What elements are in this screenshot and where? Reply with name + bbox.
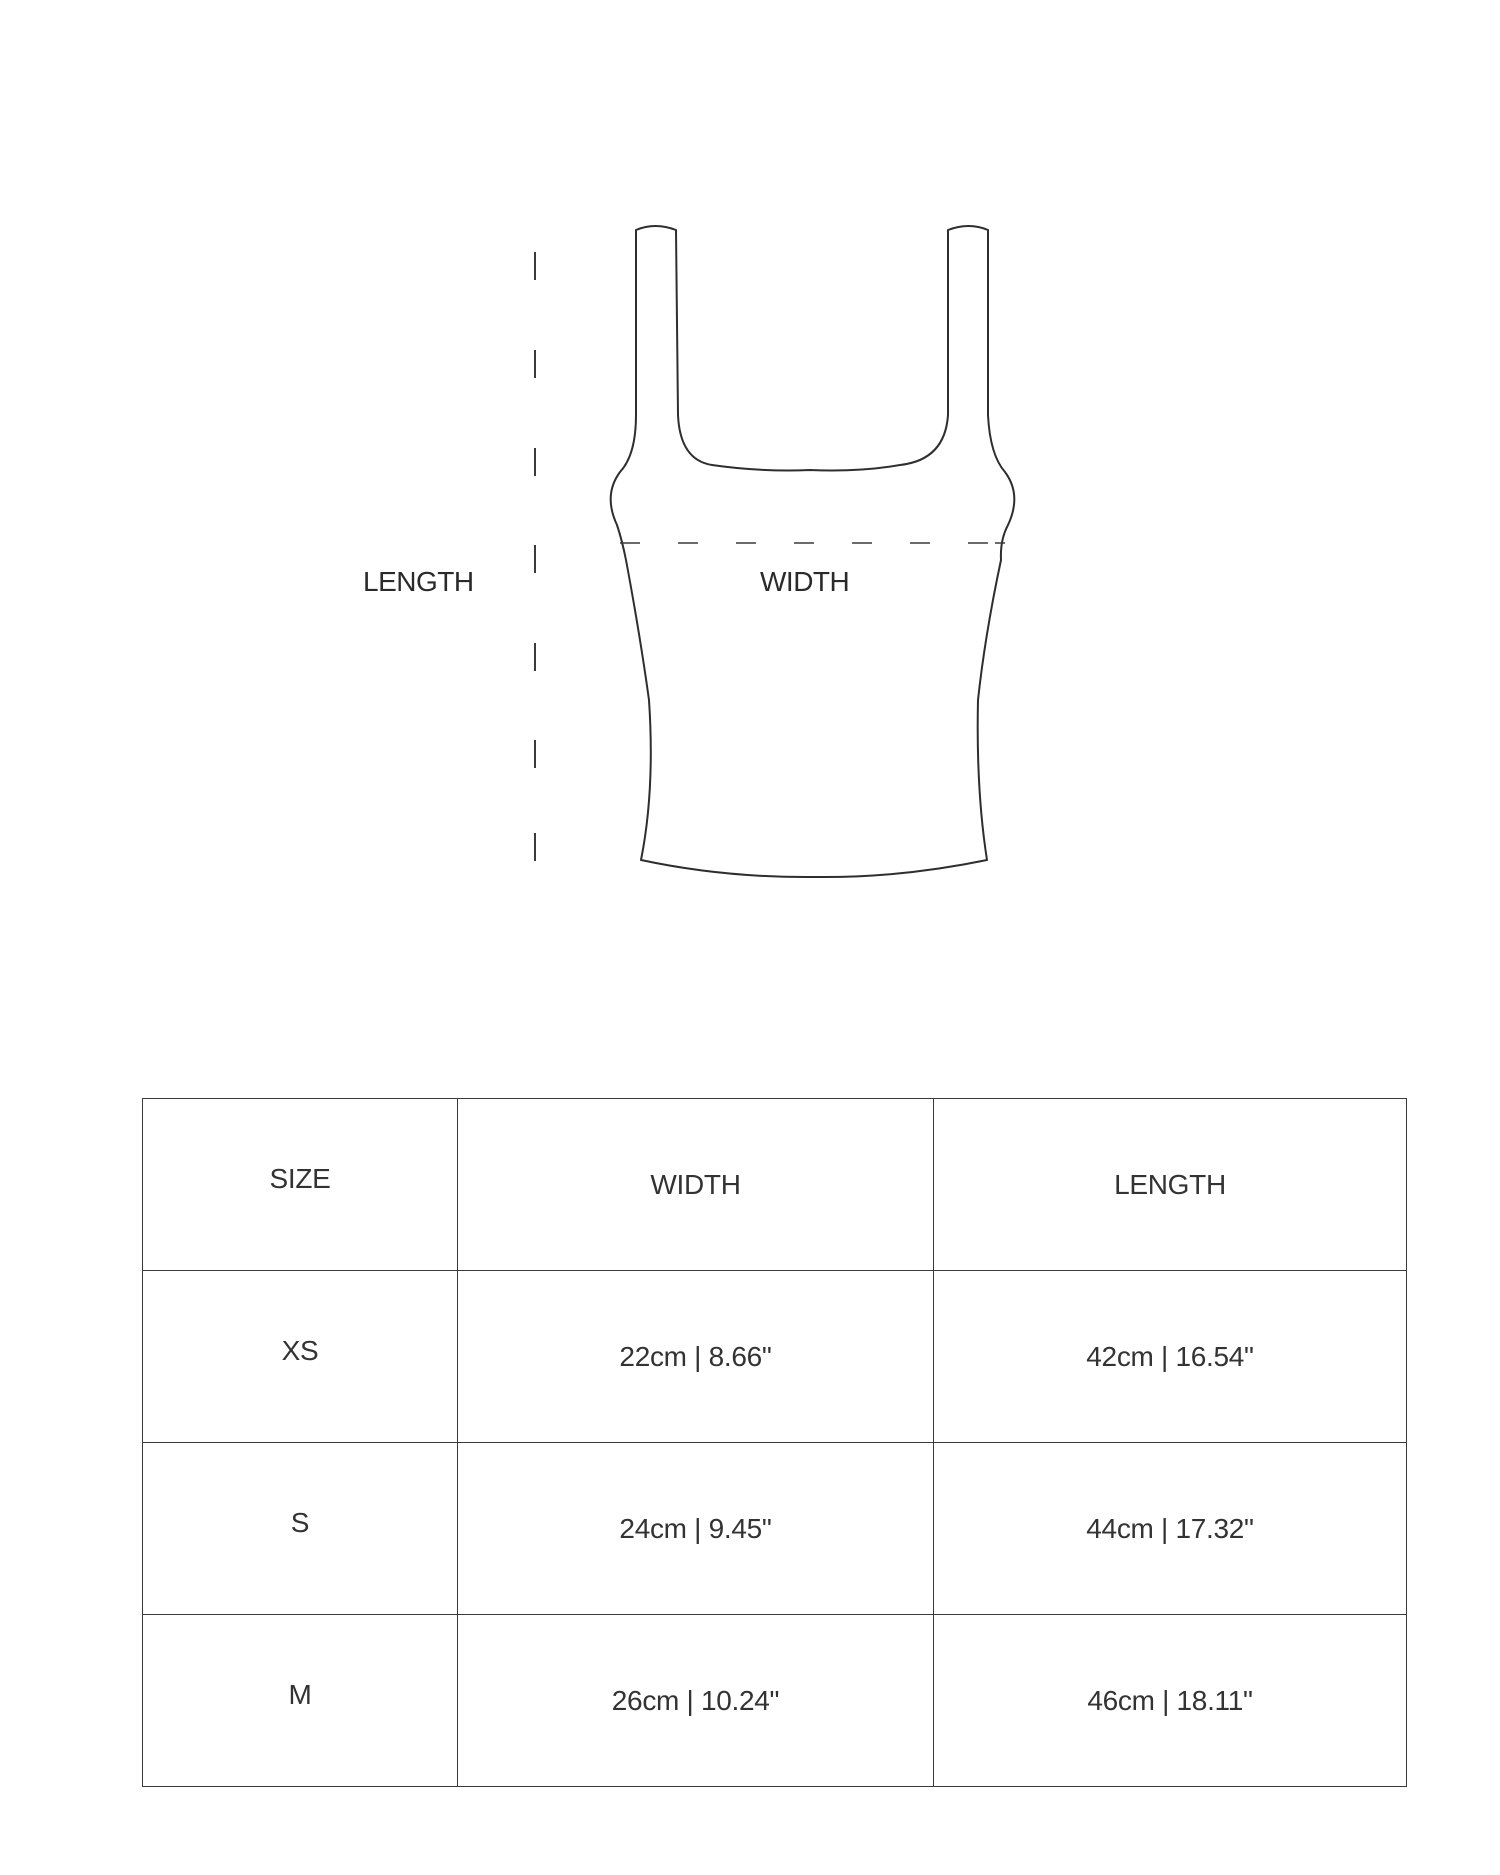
header-length: LENGTH [934, 1099, 1407, 1271]
size-cell: XS [143, 1271, 458, 1443]
size-cell: S [143, 1443, 458, 1615]
length-cell: 42cm | 16.54" [934, 1271, 1407, 1443]
length-label: LENGTH [363, 566, 474, 597]
header-width: WIDTH [458, 1099, 934, 1271]
table-row [143, 1443, 1407, 1615]
width-cell: 22cm | 8.66" [458, 1271, 934, 1443]
table-row [143, 1615, 1407, 1787]
size-cell: M [143, 1615, 458, 1787]
size-chart-table [142, 1098, 1407, 1787]
tank-top-outline-icon [611, 226, 1015, 877]
table-header-row [143, 1099, 1407, 1271]
width-label: WIDTH [760, 566, 850, 597]
length-cell: 44cm | 17.32" [934, 1443, 1407, 1615]
length-cell: 46cm | 18.11" [934, 1615, 1407, 1787]
table-row [143, 1271, 1407, 1443]
header-size: SIZE [143, 1099, 458, 1271]
width-cell: 24cm | 9.45" [458, 1443, 934, 1615]
width-cell: 26cm | 10.24" [458, 1615, 934, 1787]
